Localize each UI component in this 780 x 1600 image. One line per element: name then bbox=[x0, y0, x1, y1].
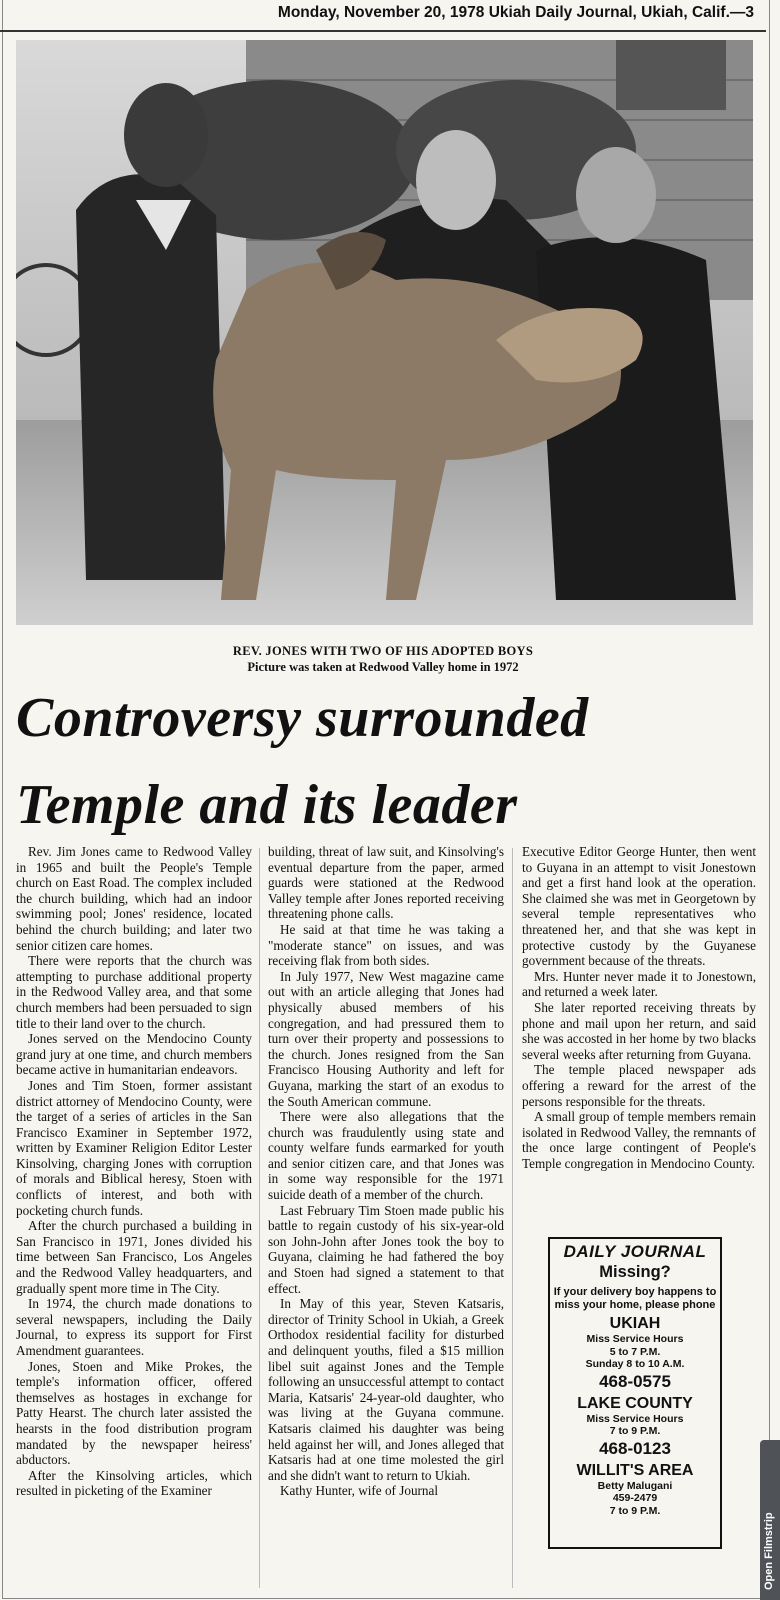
paragraph: He said at that time he was taking a "moderate stance" on issues, and was receiving flak from both sides. bbox=[268, 921, 504, 969]
paragraph: Last February Tim Stoen made public his battle to regain custody of his six-year-old son John-John after Jones took the boy to Guyana, claiming he had fathered the boy and Stoen had signed a statement to that effect. bbox=[268, 1202, 504, 1296]
willits-phone: 459-2479 bbox=[612, 1492, 658, 1504]
paragraph: Jones and Tim Stoen, former assistant district attorney of Mendocino County, were the target of a series of articles in the San Francisco Examiner in September 1972, written by Examiner Religion Editor Lester Kinsolving, charging Jones with corruption of morals and Biblical heresy, Stoen with conflicts of interest, and both with pocketing church funds. bbox=[16, 1077, 252, 1218]
lake-hours-label: Miss Service Hours bbox=[586, 1412, 684, 1425]
lake-county-heading: LAKE COUNTY bbox=[577, 1394, 693, 1412]
article-column-3 bbox=[522, 844, 756, 1171]
paragraph: The temple placed newspaper ads offering a reward for the arrest of the persons responsible for the threats. bbox=[522, 1062, 756, 1109]
lake-phone: 468-0123 bbox=[599, 1438, 671, 1458]
photo-caption-title: REV. JONES WITH TWO OF HIS ADOPTED BOYS bbox=[232, 644, 534, 658]
box-title: DAILY JOURNAL bbox=[563, 1242, 707, 1261]
paragraph: After the church purchased a building in San Francisco in 1971, Jones divided his time between San Francisco, Los Angeles and the Redwood Valley headquarters, and gradually spent more time in The City. bbox=[16, 1218, 252, 1296]
paragraph: Rev. Jim Jones came to Redwood Valley in 1965 and built the People's Temple church on East Road. The complex included the church building, which had an indoor swimming pool; Jones' residence, located behind the church building; and later two senior citizen care homes. bbox=[16, 844, 252, 953]
paragraph: There were reports that the church was attempting to purchase additional property in the Redwood Valley area, and that some church members had been persuaded to sign title to their land over to the church. bbox=[16, 953, 252, 1031]
paragraph: In 1974, the church made donations to several newspapers, including the Daily Journal, to express its support for First Amendment guarantees. bbox=[16, 1296, 252, 1358]
paragraph: There were also allegations that the church was fraudulently using state and county welfare funds earmarked for youth and senior citizen care, and that Jones was in some way responsible for the 1971 suicide death of a member of the church. bbox=[268, 1109, 504, 1203]
filmstrip-label: Open Filmstrip bbox=[763, 1512, 775, 1590]
top-rule bbox=[0, 30, 766, 32]
box-intro: If your delivery boy happens to miss your home, please phone bbox=[553, 1286, 717, 1311]
headline-line-2: Temple and its leader bbox=[16, 774, 518, 836]
willits-hours: 7 to 9 P.M. bbox=[609, 1504, 661, 1517]
paragraph: After the Kinsolving articles, which resulted in picketing of the Examiner bbox=[16, 1467, 252, 1499]
paragraph: In July 1977, New West magazine came out with an article alleging that Jones had physically abused members of his congregation, and had pressured them to turn over their property and possessions to the church. Jones resigned from the San Francisco Housing Authority and left for Guyana, marking the start of an exodus to the South American commune. bbox=[268, 968, 504, 1109]
paragraph: A small group of temple members remain isolated in Redwood Valley, the remnants of the once large contingent of People's Temple congregation in Mendocino County. bbox=[522, 1109, 756, 1171]
ukiah-phone: 468-0575 bbox=[599, 1371, 671, 1391]
open-filmstrip-button[interactable] bbox=[760, 1440, 780, 1600]
headline-line-1: Controversy surrounded bbox=[16, 687, 589, 749]
lake-hours: 7 to 9 P.M. bbox=[609, 1425, 661, 1437]
ukiah-hours-sunday: Sunday 8 to 10 A.M. bbox=[585, 1358, 685, 1370]
paragraph: Kathy Hunter, wife of Journal bbox=[280, 1483, 439, 1499]
paragraph: Jones, Stoen and Mike Prokes, the temple's information officer, offered themselves as hostages in exchange for Patty Hearst. The church later assisted the hearsts in the food distribution program mandated by the newspaper heiress' abductors. bbox=[16, 1358, 252, 1468]
paragraph: In May of this year, Steven Katsaris, director of Trinity School in Ukiah, a Greek Orthodox residential facility for disturbed and delinquent youths, filed a $15 million libel suit against Jones and the Temple following an unsuccessful attempt to contact Maria, Katsaris' 24-year-old daughter, who was living at the Guyana commune. Katsaris claimed his daughter was being held against her will, and Jones alleged that Katsaris had at one time molested the girl and she didn't want to return to Ukiah. bbox=[268, 1296, 504, 1483]
box-subtitle: Missing? bbox=[599, 1263, 671, 1281]
paragraph: She later reported receiving threats by phone and mail upon her return, and said she was accosted in her home by two blacks several weeks after returning from Guyana. bbox=[522, 999, 756, 1062]
article-column-2 bbox=[268, 844, 504, 1499]
paragraph: Mrs. Hunter never made it to Jonestown, and returned a week later. bbox=[522, 968, 756, 1000]
column-divider bbox=[259, 848, 260, 1588]
column-divider bbox=[512, 848, 513, 1588]
ukiah-heading: UKIAH bbox=[609, 1315, 661, 1332]
willits-contact-name: Betty Malugani bbox=[597, 1479, 673, 1492]
willits-heading: WILLIT'S AREA bbox=[576, 1461, 694, 1479]
paragraph-continued: Executive Editor George Hunter, then went to Guyana in an attempt to visit Jonestown and get a first hand look at the operation. She claimed she was met in Georgetown by several temple representatives who threatened her, and that she was kept in protective custody by the Guyanese government because of the threats. bbox=[522, 844, 756, 969]
paragraph-continued: building, threat of law suit, and Kinsolving's eventual departure from the paper, armed guards were stationed at the Redwood Valley temple after Jones reported receiving threatening phone calls. bbox=[268, 844, 504, 922]
delivery-notice-box bbox=[548, 1237, 722, 1549]
ukiah-hours-label: Miss Service Hours bbox=[586, 1333, 684, 1345]
article-photo bbox=[16, 40, 753, 625]
photo-caption-subtitle: Picture was taken at Redwood Valley home in 1972 bbox=[247, 660, 519, 674]
photo-illustration bbox=[16, 40, 753, 625]
article-column-1 bbox=[16, 844, 252, 1499]
dateline: Monday, November 20, 1978 Ukiah Daily Journal, Ukiah, Calif.—3 bbox=[277, 4, 754, 21]
paragraph: Jones served on the Mendocino County grand jury at one time, and church members became active in humanitarian endeavors. bbox=[16, 1031, 252, 1078]
ukiah-hours-weekday: 5 to 7 P.M. bbox=[609, 1345, 661, 1358]
